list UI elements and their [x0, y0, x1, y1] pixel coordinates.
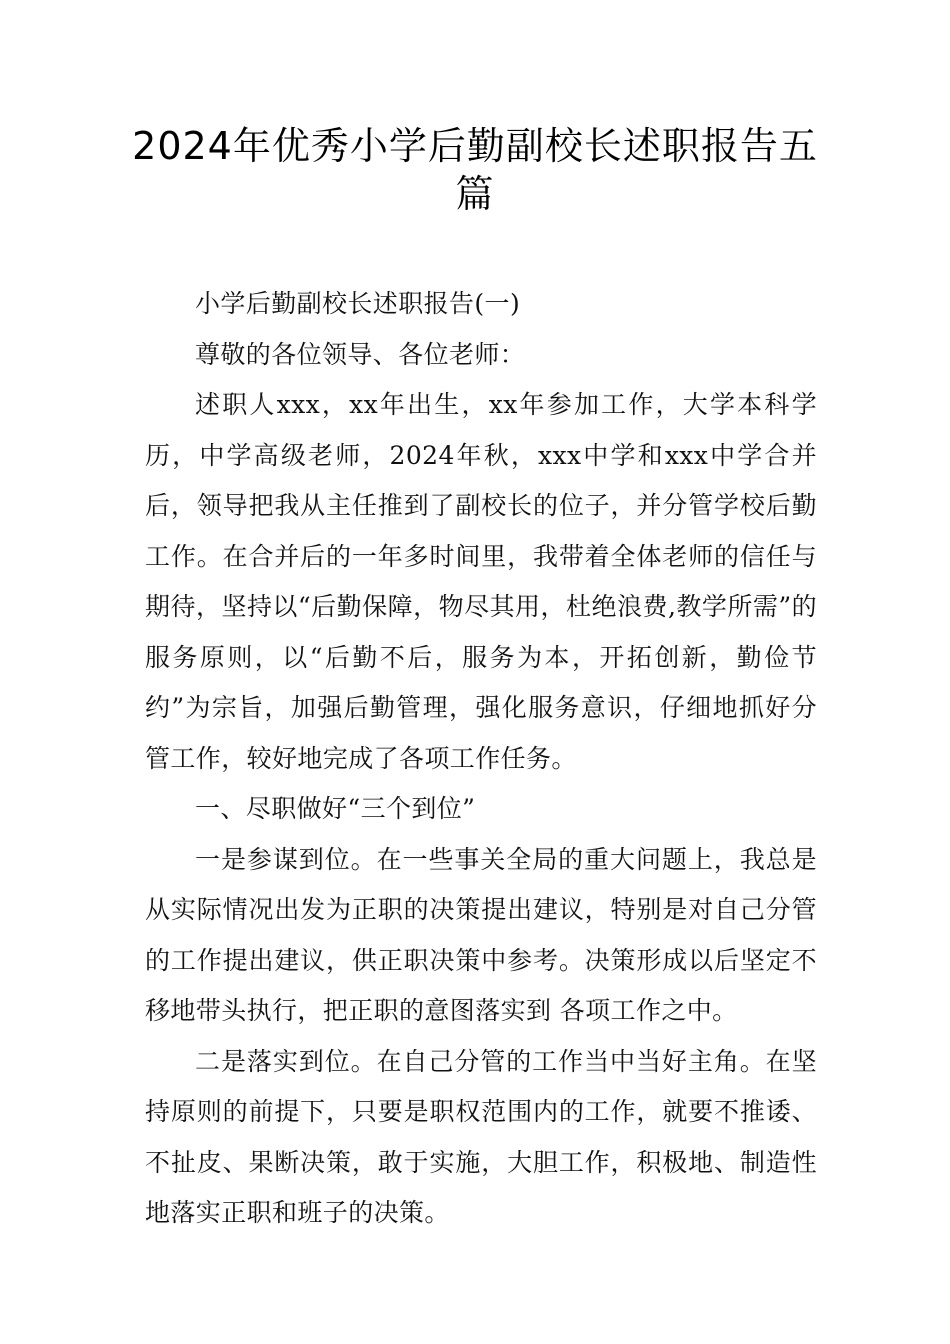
- paragraph-advice-in-place: 一是参谋到位。在一些事关全局的重大问题上，我总是从实际情况出发为正职的决策提出建议，特别是对自己分管的工作提出建议，供正职决策中参考。决策形成以后坚定不移地带头执行，把正职的意图落实到 各项工作之中。: [145, 844, 817, 1025]
- salutation: 尊敬的各位领导、各位老师：: [195, 339, 526, 369]
- section-heading-three-in-place: 一、尽职做好“三个到位”: [195, 794, 476, 823]
- paragraph-intro: 述职人xxx，xx年出生，xx年参加工作，大学本科学历，中学高级老师，2024年秋，xxx中学和xxx中学合并后，领导把我从主任推到了副校长的位子，并分管学校后勤工作。在合并后的一年多时间里，我带着全体老师的信任与期待，坚持以“后勤保障，物尽其用，杜绝浪费,教学所需”的服务原则，以“后勤不后，服务为本，开拓创新，勤俭节约”为宗旨，加强后勤管理，强化服务意识，仔细地抓好分管工作，较好地完成了各项工作任务。: [145, 390, 817, 773]
- document-body: [145, 279, 817, 1239]
- document-title: 2024年优秀小学后勤副校长述职报告五篇: [132, 124, 818, 216]
- section-heading-report-one: 小学后勤副校长述职报告(一): [195, 289, 521, 318]
- paragraph-implementation-in-place: 二是落实到位。在自己分管的工作当中当好主角。在坚持原则的前提下，只要是职权范围内的工作，就要不推诿、不扯皮、果断决策，敢于实施，大胆工作，积极地、制造性地落实正职和班子的决策。: [145, 1046, 817, 1227]
